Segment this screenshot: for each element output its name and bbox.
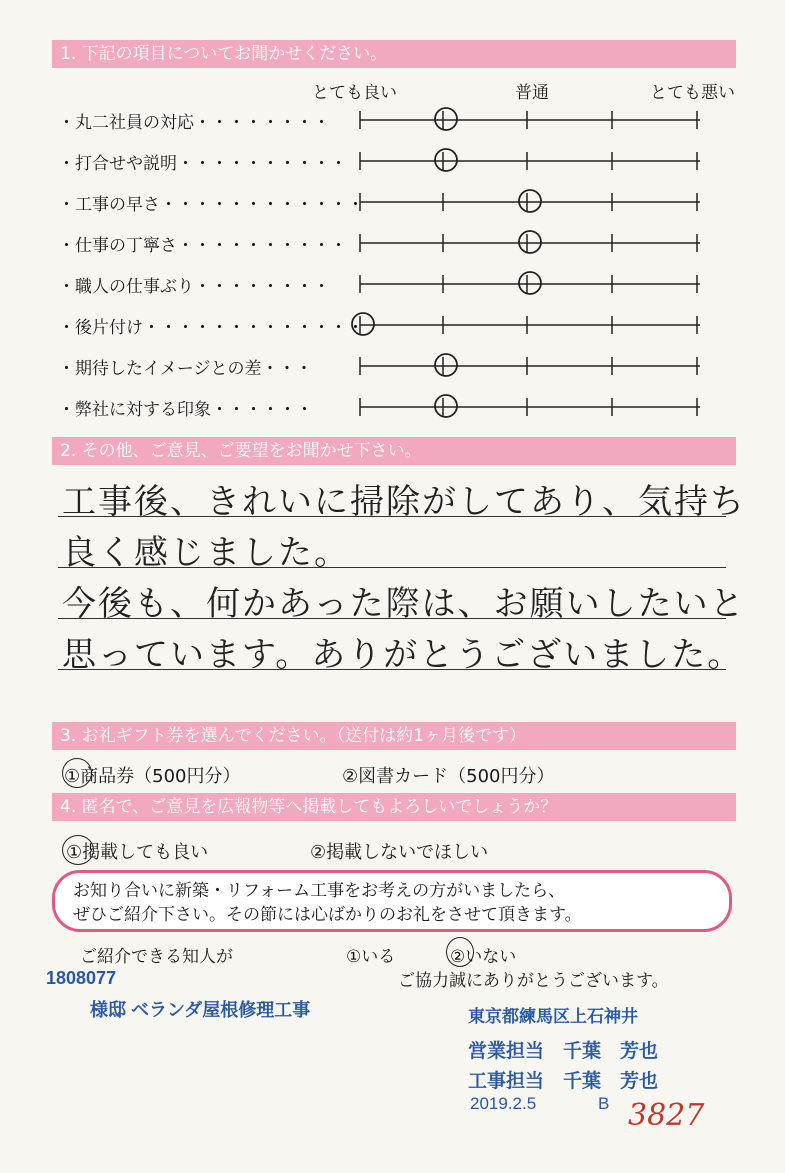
rating-row-label: ・仕事の丁寧さ・・・・・・・・・・ [58,236,347,256]
gift-option-1[interactable]: ①商品券（500円分） [64,766,241,787]
comment-line-4: 思っています。ありがとうございました。 [62,635,744,675]
rating-row-label: ・丸二社員の対応・・・・・・・・ [58,113,330,133]
section4-header: 4. 匿名で、ご意見を広報物等へ掲載してもよろしいでしょうか？ [52,793,736,821]
publish-option-2[interactable]: ②掲載しないでほしい [310,842,489,863]
referral-no[interactable]: ②いない [450,947,517,967]
rating-selection-circle [435,108,457,130]
referral-text-2: ぜひご紹介下さい。その節には心ばかりのお礼をさせて頂きます。 [73,905,582,925]
comment-line-1: 工事後、きれいに掃除がしてあり、気持ち [62,482,746,522]
rating-row-label: ・期待したイメージとの差・・・ [58,359,313,379]
scale-label-good: とても良い [312,83,397,103]
referral-box [52,870,732,932]
rating-row-label: ・打合せや説明・・・・・・・・・・ [58,154,347,174]
rating-selection-circle [435,354,457,376]
comment-line-3: 今後も、何かあった際は、お願いしたいと [62,584,746,624]
gift-option-2[interactable]: ②図書カード（500円分） [342,766,555,787]
works-staff: 工事担当 千葉 芳也 [468,1071,659,1092]
rating-selection-circle [519,190,541,212]
sales-staff: 営業担当 千葉 芳也 [468,1041,659,1062]
rating-selection-circle [435,395,457,417]
rating-row-label: ・弊社に対する印象・・・・・・ [58,400,313,420]
section3-header: 3. お礼ギフト券を選んでください。（送付は約1ヶ月後です） [52,722,736,750]
referral-question: ご紹介できる知人が [80,947,233,967]
rating-row-label: ・工事の早さ・・・・・・・・・・・・ [58,195,364,215]
customer-id: 1808077 [46,968,117,988]
scale-label-normal: 普通 [515,83,549,103]
referral-text-1: お知り合いに新築・リフォーム工事をお考えの方がいましたら、 [73,881,566,901]
publish-option-1[interactable]: ①掲載しても良い [66,842,209,863]
thanks-text: ご協力誠にありがとうございます。 [398,971,669,991]
section2-header: 2. その他、ご意見、ご要望をお聞かせ下さい。 [52,437,736,465]
rating-scales [0,0,785,440]
scale-label-bad: とても悪い [650,83,735,103]
comment-line-2: 良く感じました。 [62,533,350,573]
referral-yes[interactable]: ①いる [346,947,396,967]
rating-row-label: ・後片付け・・・・・・・・・・・・・ [58,318,364,338]
stamp-date: 2019.2.5 [470,1094,537,1113]
rating-selection-circle [519,272,541,294]
rating-row-label: ・職人の仕事ぶり・・・・・・・・ [58,277,330,297]
rating-selection-circle [435,149,457,171]
stamp-grade: B [598,1094,610,1113]
rating-selection-circle [519,231,541,253]
project-name: 様邸 ベランダ屋根修理工事 [90,1000,311,1020]
office-address: 東京都練馬区上石神井 [468,1007,638,1026]
section1-header: 1. 下記の項目についてお聞かせください。 [52,40,736,68]
record-number: 3827 [628,1098,705,1133]
rating-selection-circle [352,313,374,335]
